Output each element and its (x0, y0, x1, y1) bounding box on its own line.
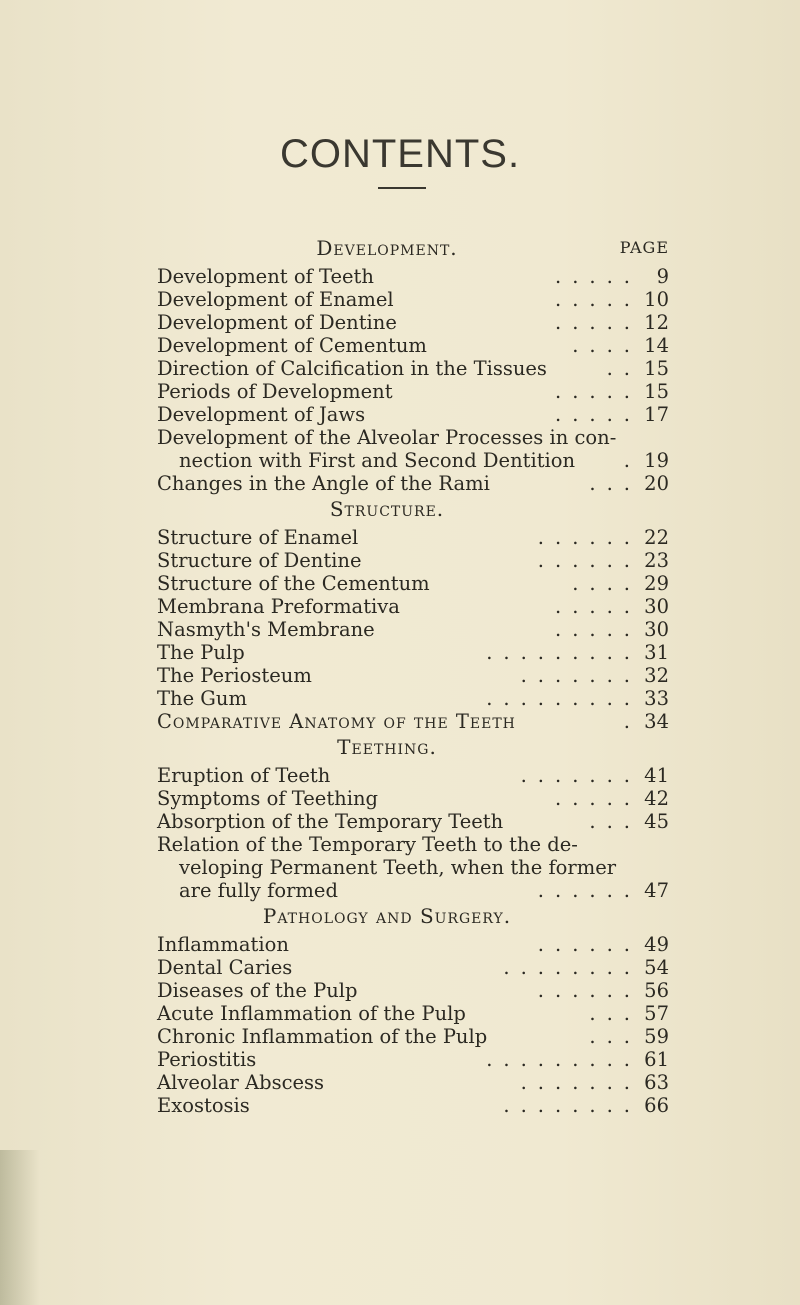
toc-entry-label: Development of Cementum (157, 334, 427, 357)
dot-leader: ..... (555, 618, 641, 641)
dot-leader: ... (589, 1025, 641, 1048)
toc-entry-label: Acute Inflammation of the Pulp (157, 1002, 466, 1025)
dot-leader: ....... (520, 664, 641, 687)
toc-entry (157, 1025, 669, 1048)
dot-leader: ......... (486, 687, 641, 710)
toc-entry-label: Changes in the Angle of the Rami (157, 472, 490, 495)
toc-entry (157, 879, 669, 902)
dot-leader: ..... (555, 311, 641, 334)
dot-leader: ..... (555, 288, 641, 311)
toc-entry-label: nection with First and Second Dentition (179, 449, 576, 472)
toc-page-number: 30 (644, 595, 669, 618)
toc-entry (157, 403, 669, 426)
toc-entry (157, 787, 669, 810)
toc-entry (157, 265, 669, 288)
dot-leader: ..... (555, 403, 641, 426)
toc-page-number: 19 (644, 449, 669, 472)
toc-entry (157, 933, 669, 956)
toc-entry (157, 572, 669, 595)
toc-page-number: 15 (644, 357, 669, 380)
toc-entry-label: Alveolar Abscess (157, 1071, 325, 1094)
toc-entry-label: Comparative Anatomy of the Teeth (157, 710, 516, 733)
toc-entry (157, 979, 669, 1002)
toc-entry-label: Structure of the Cementum (157, 572, 430, 595)
section-heading-row (157, 495, 669, 526)
dot-leader: ...... (537, 933, 641, 956)
toc-entry (157, 334, 669, 357)
toc-page-number: 12 (644, 311, 669, 334)
dot-leader: ..... (555, 595, 641, 618)
toc-page-number: 59 (644, 1025, 669, 1048)
title-rule (378, 187, 426, 189)
toc-page-number: 33 (644, 687, 669, 710)
toc-page-number: 23 (644, 549, 669, 572)
dot-leader: .. (606, 357, 641, 380)
dot-leader: . (623, 449, 641, 472)
section-heading: Pathology and Surgery. (262, 904, 512, 928)
toc-entry-label: Development of Teeth (157, 265, 374, 288)
dot-leader: ... (589, 1002, 641, 1025)
toc-page-number: 61 (644, 1048, 669, 1071)
toc-page-number: 30 (644, 618, 669, 641)
toc-entry (157, 449, 669, 472)
toc-entry-label: Development of the Alveolar Processes in con- (157, 426, 617, 449)
toc-page-number: 31 (644, 641, 669, 664)
toc-entry-label: Symptoms of Teething (157, 787, 379, 810)
toc-entry-label: Direction of Calcification in the Tissues (157, 357, 547, 380)
toc-page-number: 47 (644, 879, 669, 902)
toc-page-number: 49 (644, 933, 669, 956)
toc-entry-label: Development of Enamel (157, 288, 394, 311)
toc-entry-label: Relation of the Temporary Teeth to the de- (157, 833, 578, 856)
toc-entry-label: Structure of Dentine (157, 549, 362, 572)
toc-entry (157, 595, 669, 618)
dot-leader: ...... (537, 879, 641, 902)
dot-leader: ....... (520, 764, 641, 787)
toc-entry (157, 1048, 669, 1071)
toc-entry (157, 710, 669, 733)
dot-leader: . (623, 710, 641, 733)
toc-entry-label: The Periosteum (157, 664, 312, 687)
toc-entry (157, 956, 669, 979)
toc-page-number: 41 (644, 764, 669, 787)
toc-page-number: 34 (644, 710, 669, 733)
toc-page-number: 63 (644, 1071, 669, 1094)
dot-leader: ...... (537, 549, 641, 572)
toc-page-number: 45 (644, 810, 669, 833)
toc-entry (157, 664, 669, 687)
table-of-contents (157, 234, 669, 1117)
toc-entry-label: Dental Caries (157, 956, 293, 979)
toc-page-number: 66 (644, 1094, 669, 1117)
page-stain (0, 1150, 40, 1305)
toc-entry (157, 1002, 669, 1025)
contents-header (157, 234, 669, 265)
toc-page-number: 56 (644, 979, 669, 1002)
toc-entry-label: Exostosis (157, 1094, 250, 1117)
dot-leader: ....... (520, 1071, 641, 1094)
toc-entry (157, 357, 669, 380)
toc-page-number: 20 (644, 472, 669, 495)
toc-page-number: 29 (644, 572, 669, 595)
toc-entry-label: Nasmyth's Membrane (157, 618, 375, 641)
toc-entry-label: Structure of Enamel (157, 526, 359, 549)
toc-entry-label: Development of Jaws (157, 403, 366, 426)
toc-entry-label: are fully formed (179, 879, 338, 902)
section-heading: Development. (316, 236, 458, 260)
toc-entry-label: Periods of Development (157, 380, 393, 403)
dot-leader: ......... (486, 1048, 641, 1071)
toc-entry-label: Inflammation (157, 933, 289, 956)
toc-page-number: 42 (644, 787, 669, 810)
toc-page-number: 22 (644, 526, 669, 549)
toc-entry (157, 380, 669, 403)
toc-entry (157, 426, 669, 449)
toc-entry (157, 311, 669, 334)
toc-entry (157, 288, 669, 311)
toc-entry-label: Absorption of the Temporary Teeth (157, 810, 504, 833)
dot-leader: ... (589, 810, 641, 833)
toc-page-number: 9 (656, 265, 669, 288)
dot-leader: .... (572, 572, 641, 595)
dot-leader: ...... (537, 526, 641, 549)
toc-entry (157, 526, 669, 549)
toc-entry (157, 1071, 669, 1094)
toc-entry (157, 856, 669, 879)
toc-entry-label: Membrana Preformativa (157, 595, 400, 618)
toc-entry (157, 764, 669, 787)
toc-entry-label: Periostitis (157, 1048, 257, 1071)
toc-entry-label: Eruption of Teeth (157, 764, 331, 787)
dot-leader: ......... (486, 641, 641, 664)
toc-page-number: 32 (644, 664, 669, 687)
toc-entry (157, 641, 669, 664)
toc-entry (157, 549, 669, 572)
toc-page-number: 57 (644, 1002, 669, 1025)
toc-entry (157, 1094, 669, 1117)
toc-page-number: 14 (644, 334, 669, 357)
toc-entry (157, 618, 669, 641)
toc-page-number: 10 (644, 288, 669, 311)
dot-leader: .... (572, 334, 641, 357)
dot-leader: ..... (555, 787, 641, 810)
toc-entry (157, 687, 669, 710)
section-heading: Structure. (329, 497, 445, 521)
dot-leader: ..... (555, 380, 641, 403)
page-title: CONTENTS. (279, 132, 521, 176)
toc-page-number: 54 (644, 956, 669, 979)
toc-entry-label: Diseases of the Pulp (157, 979, 358, 1002)
toc-entry-label: Development of Dentine (157, 311, 397, 334)
dot-leader: ...... (537, 979, 641, 1002)
dot-leader: ..... (555, 265, 641, 288)
dot-leader: ........ (503, 956, 641, 979)
section-heading-row (157, 733, 669, 764)
toc-entry-label: The Pulp (157, 641, 245, 664)
toc-entry-label: Chronic Inflammation of the Pulp (157, 1025, 488, 1048)
toc-page-number: 17 (644, 403, 669, 426)
toc-entry (157, 472, 669, 495)
toc-entry-label: veloping Permanent Teeth, when the former (179, 856, 617, 879)
toc-page-number: 15 (644, 380, 669, 403)
dot-leader: ... (589, 472, 641, 495)
section-heading-row (157, 902, 669, 933)
dot-leader: ........ (503, 1094, 641, 1117)
toc-entry (157, 833, 669, 856)
toc-entry (157, 810, 669, 833)
page-column-header: PAGE (619, 238, 669, 257)
section-heading: Teething. (337, 735, 437, 759)
toc-entry-label: The Gum (157, 687, 247, 710)
